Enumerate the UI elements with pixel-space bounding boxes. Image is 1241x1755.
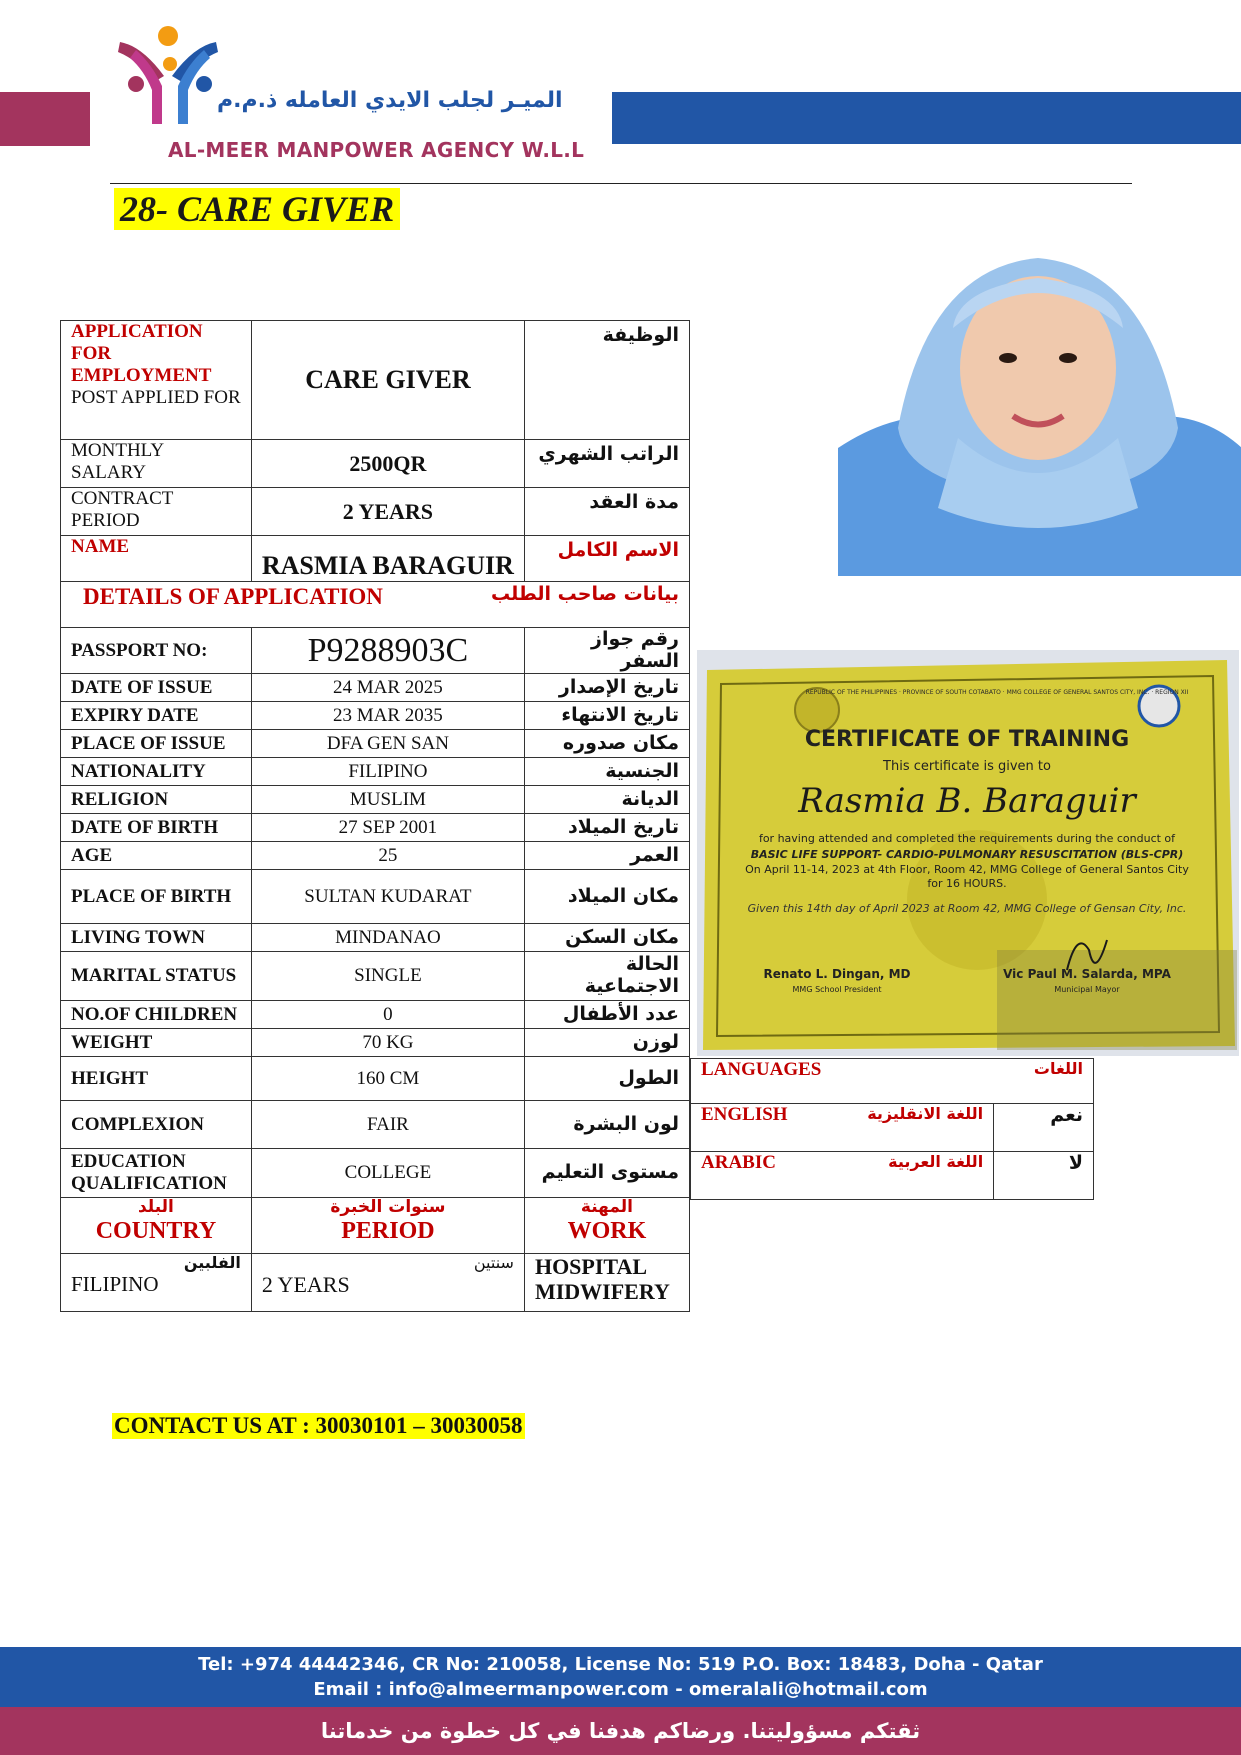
language-answer: لا bbox=[994, 1152, 1094, 1200]
period-header: PERIOD bbox=[341, 1217, 435, 1244]
detail-value: 0 bbox=[251, 1001, 524, 1029]
experience-country-header bbox=[61, 1198, 252, 1254]
detail-arabic: الحالة الاجتماعية bbox=[524, 952, 689, 1001]
applicant-photo bbox=[838, 248, 1241, 576]
cert-recipient: Rasmia B. Baraguir bbox=[798, 781, 1136, 821]
name-arabic: الاسم الكامل bbox=[524, 536, 689, 582]
detail-row bbox=[61, 758, 690, 786]
cert-signatory1-name: Renato L. Dingan, MD bbox=[763, 967, 911, 981]
experience-period-arabic: سنتين bbox=[473, 1253, 514, 1272]
language-row bbox=[691, 1152, 1094, 1200]
experience-work-header bbox=[524, 1198, 689, 1254]
detail-value: MUSLIM bbox=[251, 786, 524, 814]
detail-row bbox=[61, 1029, 690, 1057]
detail-row bbox=[61, 952, 690, 1001]
detail-arabic: العمر bbox=[524, 842, 689, 870]
cert-header: REPUBLIC OF THE PHILIPPINES · PROVINCE OF SOUTH COTABATO · MMG COLLEGE OF GENERAL SANTOS CITY, INC. · REGION XII bbox=[805, 689, 1189, 696]
experience-period-header bbox=[251, 1198, 524, 1254]
period-header-arabic: سنوات الخبرة bbox=[330, 1197, 446, 1217]
post-label-cell bbox=[61, 321, 252, 440]
language-name: ENGLISH bbox=[701, 1104, 788, 1125]
detail-value: 27 SEP 2001 bbox=[251, 814, 524, 842]
application-for-employment-label: APPLICATION FOR EMPLOYMENT bbox=[71, 321, 212, 386]
experience-period-cell bbox=[251, 1254, 524, 1312]
cert-line1: for having attended and completed the requirements during the conduct of bbox=[758, 832, 1176, 845]
country-header: COUNTRY bbox=[95, 1217, 217, 1244]
detail-arabic: الجنسية bbox=[524, 758, 689, 786]
cert-line3: for 16 HOURS. bbox=[927, 877, 1007, 890]
company-name-arabic: الميـر لجلب الايدي العامله ذ.م.م bbox=[217, 88, 563, 113]
certificate-photo bbox=[697, 650, 1239, 1056]
detail-arabic: مكان السكن bbox=[524, 924, 689, 952]
salary-value: 2500QR bbox=[251, 440, 524, 488]
detail-label: MARITAL STATUS bbox=[61, 952, 252, 1001]
languages-table bbox=[690, 1058, 1094, 1200]
name-value: RASMIA BARAGUIR bbox=[251, 536, 524, 582]
row-monthly-salary bbox=[61, 440, 690, 488]
detail-row bbox=[61, 786, 690, 814]
language-row bbox=[691, 1104, 1094, 1152]
detail-label: NATIONALITY bbox=[61, 758, 252, 786]
detail-row bbox=[61, 924, 690, 952]
detail-arabic: مكان صدوره bbox=[524, 730, 689, 758]
work-header-arabic: المهنة bbox=[580, 1197, 634, 1217]
detail-value: FILIPINO bbox=[251, 758, 524, 786]
row-contract-period bbox=[61, 488, 690, 536]
detail-label: EXPIRY DATE bbox=[61, 702, 252, 730]
work-header: WORK bbox=[567, 1217, 647, 1244]
detail-arabic: الديانة bbox=[524, 786, 689, 814]
salary-arabic: الراتب الشهري bbox=[524, 440, 689, 488]
footer-contact-band bbox=[0, 1647, 1241, 1707]
detail-label: RELIGION bbox=[61, 786, 252, 814]
cert-signatory2-title: Municipal Mayor bbox=[1054, 985, 1120, 994]
detail-row bbox=[61, 870, 690, 924]
cert-signatory2-name: Vic Paul M. Salarda, MPA bbox=[1003, 967, 1171, 981]
footer-line1: Tel: +974 44442346, CR No: 210058, License No: 519 P.O. Box: 18483, Doha - Qatar bbox=[198, 1654, 1043, 1675]
detail-value: 70 KG bbox=[251, 1029, 524, 1057]
detail-value: MINDANAO bbox=[251, 924, 524, 952]
detail-value: 160 CM bbox=[251, 1057, 524, 1101]
detail-value: DFA GEN SAN bbox=[251, 730, 524, 758]
details-arabic: بيانات صاحب الطلب bbox=[491, 583, 679, 605]
detail-row bbox=[61, 702, 690, 730]
detail-row bbox=[61, 1057, 690, 1101]
detail-label: LIVING TOWN bbox=[61, 924, 252, 952]
detail-arabic: لون البشرة bbox=[524, 1101, 689, 1149]
languages-title: LANGUAGES bbox=[701, 1059, 822, 1080]
detail-label: PLACE OF BIRTH bbox=[61, 870, 252, 924]
salary-label: MONTHLY SALARY bbox=[61, 440, 252, 488]
language-name-cell bbox=[691, 1152, 994, 1200]
detail-arabic: رقم جواز السفر bbox=[524, 628, 689, 674]
detail-arabic: مكان الميلاد bbox=[524, 870, 689, 924]
detail-value: 24 MAR 2025 bbox=[251, 674, 524, 702]
detail-label: PASSPORT NO: bbox=[61, 628, 252, 674]
languages-heading-cell bbox=[691, 1059, 1094, 1104]
detail-label: AGE bbox=[61, 842, 252, 870]
detail-arabic: تاريخ الانتهاء bbox=[524, 702, 689, 730]
languages-title-arabic: اللغات bbox=[1033, 1059, 1083, 1078]
document-title: 28- CARE GIVER bbox=[114, 188, 400, 230]
company-name-english: AL-MEER MANPOWER AGENCY W.L.L bbox=[168, 138, 585, 162]
post-applied-value: CARE GIVER bbox=[251, 321, 524, 440]
detail-row bbox=[61, 1149, 690, 1198]
header-divider bbox=[110, 183, 1132, 184]
cert-given-to: This certificate is given to bbox=[883, 759, 1051, 774]
experience-period: 2 YEARS bbox=[261, 1272, 350, 1298]
footer-slogan: ثقتكم مسؤوليتنا. ورضاكم هدفنا في كل خطوة من خدماتنا bbox=[0, 1707, 1241, 1755]
detail-label: WEIGHT bbox=[61, 1029, 252, 1057]
detail-row bbox=[61, 842, 690, 870]
contract-value: 2 YEARS bbox=[251, 488, 524, 536]
detail-value: SULTAN KUDARAT bbox=[251, 870, 524, 924]
experience-heading-row bbox=[61, 1198, 690, 1254]
language-name-arabic: اللغة العربية bbox=[888, 1152, 984, 1171]
detail-row bbox=[61, 674, 690, 702]
detail-value: 23 MAR 2035 bbox=[251, 702, 524, 730]
experience-country-arabic: الفلبين bbox=[183, 1253, 241, 1272]
detail-row bbox=[61, 1001, 690, 1029]
language-name-cell bbox=[691, 1104, 994, 1152]
languages-heading-row bbox=[691, 1059, 1094, 1104]
detail-arabic: الطول bbox=[524, 1057, 689, 1101]
detail-value: 25 bbox=[251, 842, 524, 870]
detail-label: COMPLEXION bbox=[61, 1101, 252, 1149]
details-heading-cell bbox=[61, 582, 690, 628]
row-name bbox=[61, 536, 690, 582]
detail-row bbox=[61, 1101, 690, 1149]
detail-arabic: تاريخ الميلاد bbox=[524, 814, 689, 842]
application-table bbox=[60, 320, 690, 1312]
language-name-arabic: اللغة الانقليزية bbox=[867, 1104, 984, 1123]
detail-arabic: تاريخ الإصدار bbox=[524, 674, 689, 702]
detail-row bbox=[61, 730, 690, 758]
detail-arabic: عدد الأطفال bbox=[524, 1001, 689, 1029]
detail-label: EDUCATION QUALIFICATION bbox=[61, 1149, 252, 1198]
header-band-right bbox=[612, 92, 1241, 144]
detail-label: DATE OF ISSUE bbox=[61, 674, 252, 702]
detail-label: HEIGHT bbox=[61, 1057, 252, 1101]
detail-label: PLACE OF ISSUE bbox=[61, 730, 252, 758]
experience-country-cell bbox=[61, 1254, 252, 1312]
detail-value: P9288903C bbox=[251, 628, 524, 674]
cert-title: CERTIFICATE OF TRAINING bbox=[804, 727, 1130, 752]
language-answer: نعم bbox=[994, 1104, 1094, 1152]
name-label: NAME bbox=[61, 536, 252, 582]
contract-arabic: مدة العقد bbox=[524, 488, 689, 536]
contract-label: CONTRACT PERIOD bbox=[61, 488, 252, 536]
post-applied-label: POST APPLIED FOR bbox=[71, 386, 241, 408]
row-details-heading bbox=[61, 582, 690, 628]
contact-line: CONTACT US AT : 30030101 – 30030058 bbox=[114, 1413, 523, 1438]
cert-given-date: Given this 14th day of April 2023 at Room 42, MMG College of Gensan City, Inc. bbox=[747, 902, 1187, 915]
post-applied-arabic: الوظيفة bbox=[524, 321, 689, 440]
experience-country: FILIPINO bbox=[71, 1272, 159, 1297]
detail-value: FAIR bbox=[251, 1101, 524, 1149]
country-header-arabic: البلد bbox=[137, 1197, 174, 1217]
detail-arabic: لوزن bbox=[524, 1029, 689, 1057]
footer-line2: Email : info@almeermanpower.com - omeralali@hotmail.com bbox=[313, 1679, 928, 1700]
detail-arabic: مستوى التعليم bbox=[524, 1149, 689, 1198]
detail-label: DATE OF BIRTH bbox=[61, 814, 252, 842]
cert-course: BASIC LIFE SUPPORT- CARDIO-PULMONARY RESUSCITATION (BLS-CPR) bbox=[750, 848, 1184, 861]
detail-label: NO.OF CHILDREN bbox=[61, 1001, 252, 1029]
language-name: ARABIC bbox=[701, 1152, 776, 1173]
detail-row bbox=[61, 814, 690, 842]
header-band-left bbox=[0, 92, 90, 146]
cert-line2: On April 11-14, 2023 at 4th Floor, Room 42, MMG College of General Santos City bbox=[745, 863, 1189, 876]
detail-value: SINGLE bbox=[251, 952, 524, 1001]
detail-value: COLLEGE bbox=[251, 1149, 524, 1198]
cert-signatory1-title: MMG School President bbox=[792, 985, 882, 994]
row-post-applied bbox=[61, 321, 690, 440]
experience-work: HOSPITAL MIDWIFERY bbox=[524, 1254, 689, 1312]
details-title: DETAILS OF APPLICATION bbox=[83, 584, 383, 609]
experience-row bbox=[61, 1254, 690, 1312]
detail-row bbox=[61, 628, 690, 674]
